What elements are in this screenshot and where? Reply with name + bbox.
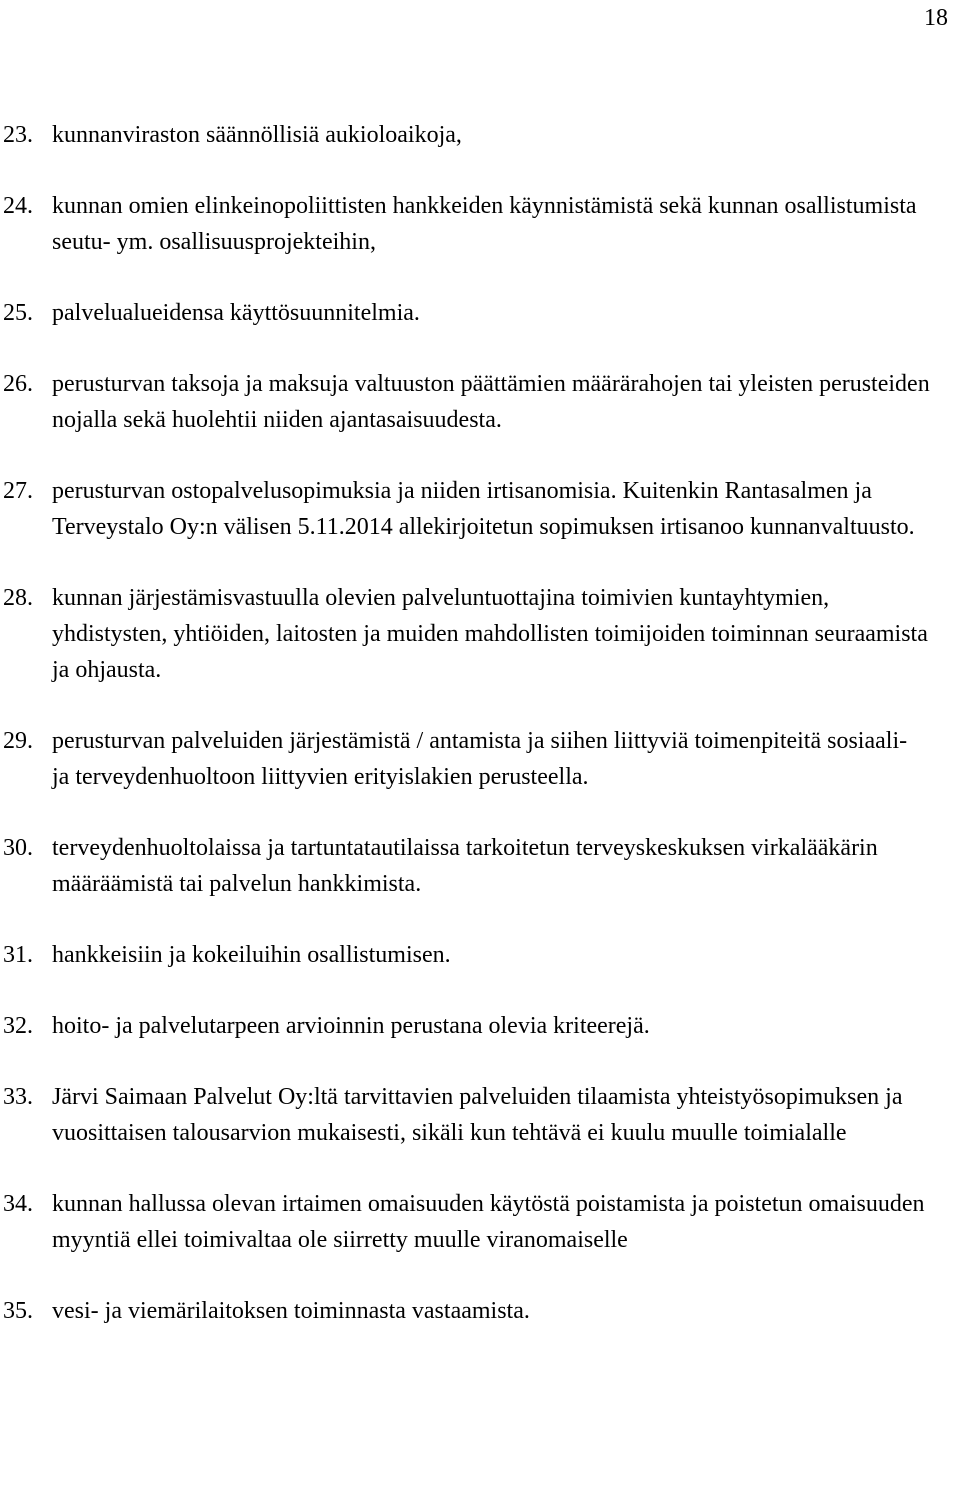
list-item — [0, 1186, 960, 1258]
item-text: kunnan omien elinkeinopoliittisten hankkeiden käynnistämistä sekä kunnan osallistumista seutu- ym. osallisuusprojekteihin, — [52, 193, 917, 255]
item-number: 34. — [3, 1191, 33, 1217]
list-item — [0, 580, 960, 688]
item-text: terveydenhuoltolaissa ja tartuntatautilaissa tarkoitetun terveyskeskuksen virkalääkärin määräämistä tai palvelun hankkimista. — [52, 835, 878, 897]
item-text: hoito- ja palvelutarpeen arvioinnin perustana olevia kriteerejä. — [52, 1013, 650, 1039]
item-number: 30. — [3, 835, 33, 861]
list-item — [0, 723, 960, 795]
item-text: vesi- ja viemärilaitoksen toiminnasta vastaamista. — [52, 1298, 530, 1324]
item-text: Järvi Saimaan Palvelut Oy:ltä tarvittavien palveluiden tilaamista yhteistyösopimuksen ja vuosittaisen talousarvion mukaisesti, sikäli kun tehtävä ei kuulu muulle toimialalle — [52, 1084, 903, 1146]
item-number: 27. — [3, 478, 33, 504]
item-number: 35. — [3, 1298, 33, 1324]
item-number: 24. — [3, 193, 33, 219]
item-text: kunnan järjestämisvastuulla olevien palveluntuottajina toimivien kuntayhtymien, yhdistysten, yhtiöiden, laitosten ja muiden mahdollisten toimijoiden toiminnan seuraamista ja ohjausta. — [52, 585, 928, 683]
item-number: 29. — [3, 728, 33, 754]
item-text: perusturvan taksoja ja maksuja valtuuston päättämien määrärahojen tai yleisten perusteiden nojalla sekä huolehtii niiden ajantasaisuudesta. — [52, 371, 930, 433]
list-item — [0, 473, 960, 545]
item-number: 31. — [3, 942, 33, 968]
item-text: kunnanviraston säännöllisiä aukioloaikoja, — [52, 122, 462, 148]
list-item — [0, 1008, 960, 1044]
item-number: 23. — [3, 122, 33, 148]
item-number: 26. — [3, 371, 33, 397]
item-text: palvelualueidensa käyttösuunnitelmia. — [52, 300, 420, 326]
page-number: 18 — [924, 5, 948, 31]
list-item — [0, 188, 960, 260]
item-number: 28. — [3, 585, 33, 611]
list-item — [0, 366, 960, 438]
list-item — [0, 295, 960, 331]
item-number: 25. — [3, 300, 33, 326]
item-text: perusturvan palveluiden järjestämistä / antamista ja siihen liittyviä toimenpiteitä sosiaali- ja terveydenhuoltoon liittyvien erityislakien perusteella. — [52, 728, 908, 790]
item-text: kunnan hallussa olevan irtaimen omaisuuden käytöstä poistamista ja poistetun omaisuuden myyntiä ellei toimivaltaa ole siirretty muulle viranomaiselle — [52, 1191, 925, 1253]
list-item — [0, 1079, 960, 1151]
list-item — [0, 937, 960, 973]
item-number: 32. — [3, 1013, 33, 1039]
list-item — [0, 1293, 960, 1329]
item-text: perusturvan ostopalvelusopimuksia ja niiden irtisanomisia. Kuitenkin Rantasalmen ja Terveystalo Oy:n välisen 5.11.2014 allekirjoitetun sopimuksen irtisanoo kunnanvaltuusto. — [52, 478, 915, 540]
list-item — [0, 830, 960, 902]
item-text: hankkeisiin ja kokeiluihin osallistumisen. — [52, 942, 451, 968]
numbered-list — [0, 117, 960, 1364]
list-item — [0, 117, 960, 153]
item-number: 33. — [3, 1084, 33, 1110]
